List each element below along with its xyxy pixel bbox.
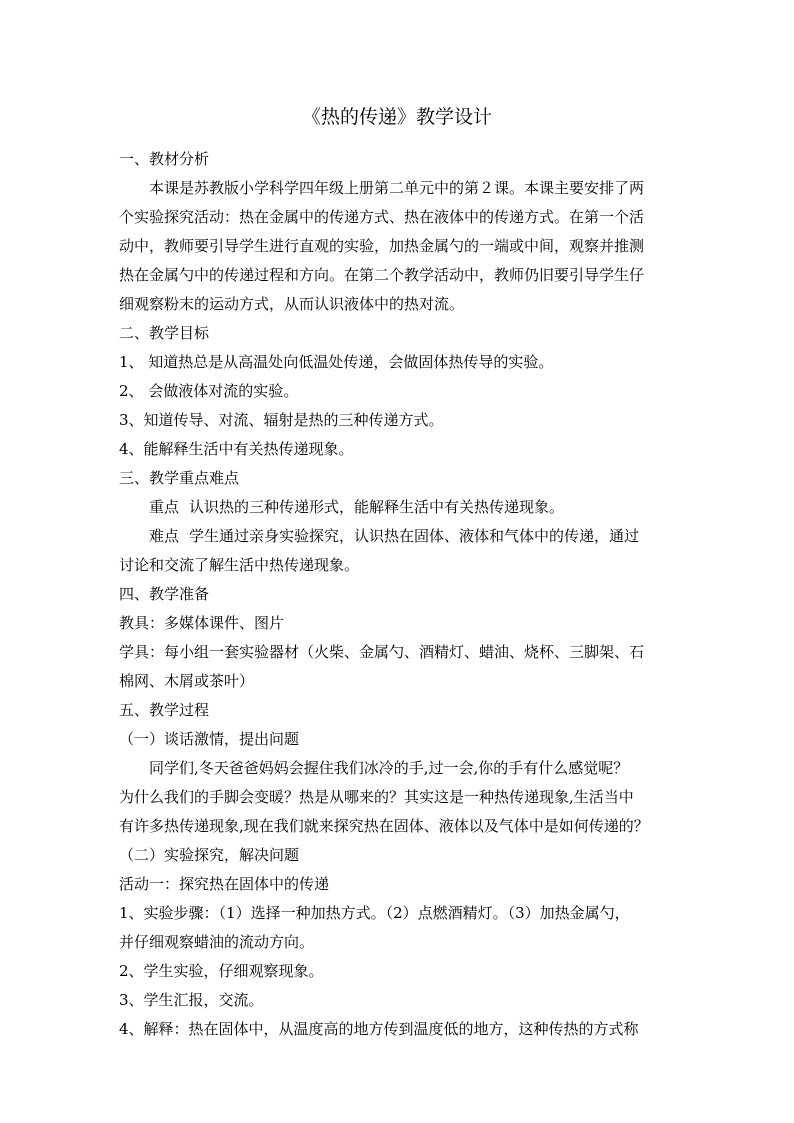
difficulty-line — [119, 522, 681, 551]
paragraph-line: 为什么我们的手脚会变暖？热是从哪来的？其实这是一种热传递现象,生活当中 — [119, 788, 634, 806]
step-line: 3、学生汇报，交流。 — [119, 991, 264, 1009]
step-line: 2、学生实验，仔细观察现象。 — [119, 962, 324, 980]
goal-item: 4、能解释生活中有关热传递现象。 — [119, 440, 354, 458]
subsection-heading: （二）实验探究，解决问题 — [119, 846, 300, 864]
step-line: 1、实验步骤：（1）选择一种加热方式。（2）点燃酒精灯。（3）加热金属勺， — [119, 904, 630, 922]
difficulty-label: 难点 — [149, 527, 180, 545]
section-heading-goals: 二、教学目标 — [119, 324, 210, 342]
key-point-text: 认识热的三种传递形式，能解释生活中有关热传递现象。 — [189, 498, 565, 516]
step-line: 4、解释：热在固体中，从温度高的地方传到温度低的地方，这种传热的方式称 — [119, 1020, 639, 1038]
paragraph-line: 同学们,冬天爸爸妈妈会握住我们冰冷的手,过一会,你的手有什么感觉呢？ — [149, 759, 629, 777]
paragraph-line: 热在金属勺中的传递过程和方向。在第二个教学活动中，教师仍旧要引导学生仔 — [119, 266, 645, 284]
section-heading-process: 五、教学过程 — [119, 701, 210, 719]
section-heading-materials: 一、教材分析 — [119, 150, 210, 168]
paragraph-line: 细观察粉末的运动方式，从而认识液体中的热对流。 — [119, 295, 465, 313]
activity-heading: 活动一：探究热在固体中的传递 — [119, 875, 330, 893]
paragraph-line: 有许多热传递现象,现在我们就来探究热在固体、液体以及气体中是如何传递的？ — [119, 817, 649, 835]
subsection-heading: （一）谈话激情，提出问题 — [119, 730, 300, 748]
step-line: 并仔细观察蜡油的流动方向。 — [119, 933, 315, 951]
goal-item: 2、 会做液体对流的实验。 — [119, 382, 299, 400]
student-materials: 学具：每小组一套实验器材（火柴、金属勺、酒精灯、蜡油、烧杯、三脚架、石 — [119, 643, 645, 661]
document-title: 《热的传递》教学设计 — [301, 106, 492, 128]
paragraph-line: 本课是苏教版小学科学四年级上册第二单元中的第２课。本课主要安排了两 — [149, 179, 645, 197]
key-point-label: 重点 — [149, 498, 180, 516]
section-heading-preparation: 四、教学准备 — [119, 585, 210, 603]
paragraph-line: 个实验探究活动：热在金属中的传递方式、热在液体中的传递方式。在第一个活 — [119, 208, 645, 226]
student-materials-cont: 棉网、木屑或茶叶） — [119, 672, 255, 690]
paragraph-line: 讨论和交流了解生活中热传递现象。 — [119, 556, 360, 574]
key-point-line — [119, 493, 681, 522]
teacher-materials: 教具：多媒体课件、图片 — [119, 614, 285, 632]
paragraph-line: 动中，教师要引导学生进行直观的实验，加热金属勺的一端或中间，观察并推测 — [119, 237, 645, 255]
difficulty-text: 学生通过亲身实验探究，认识热在固体、液体和气体中的传递，通过 — [189, 527, 640, 545]
goal-item: 1、 知道热总是从高温处向低温处传递，会做固体热传导的实验。 — [119, 353, 554, 371]
goal-item: 3、知道传导、对流、辐射是热的三种传递方式。 — [119, 411, 444, 429]
section-heading-key-points: 三、教学重点难点 — [119, 469, 240, 487]
